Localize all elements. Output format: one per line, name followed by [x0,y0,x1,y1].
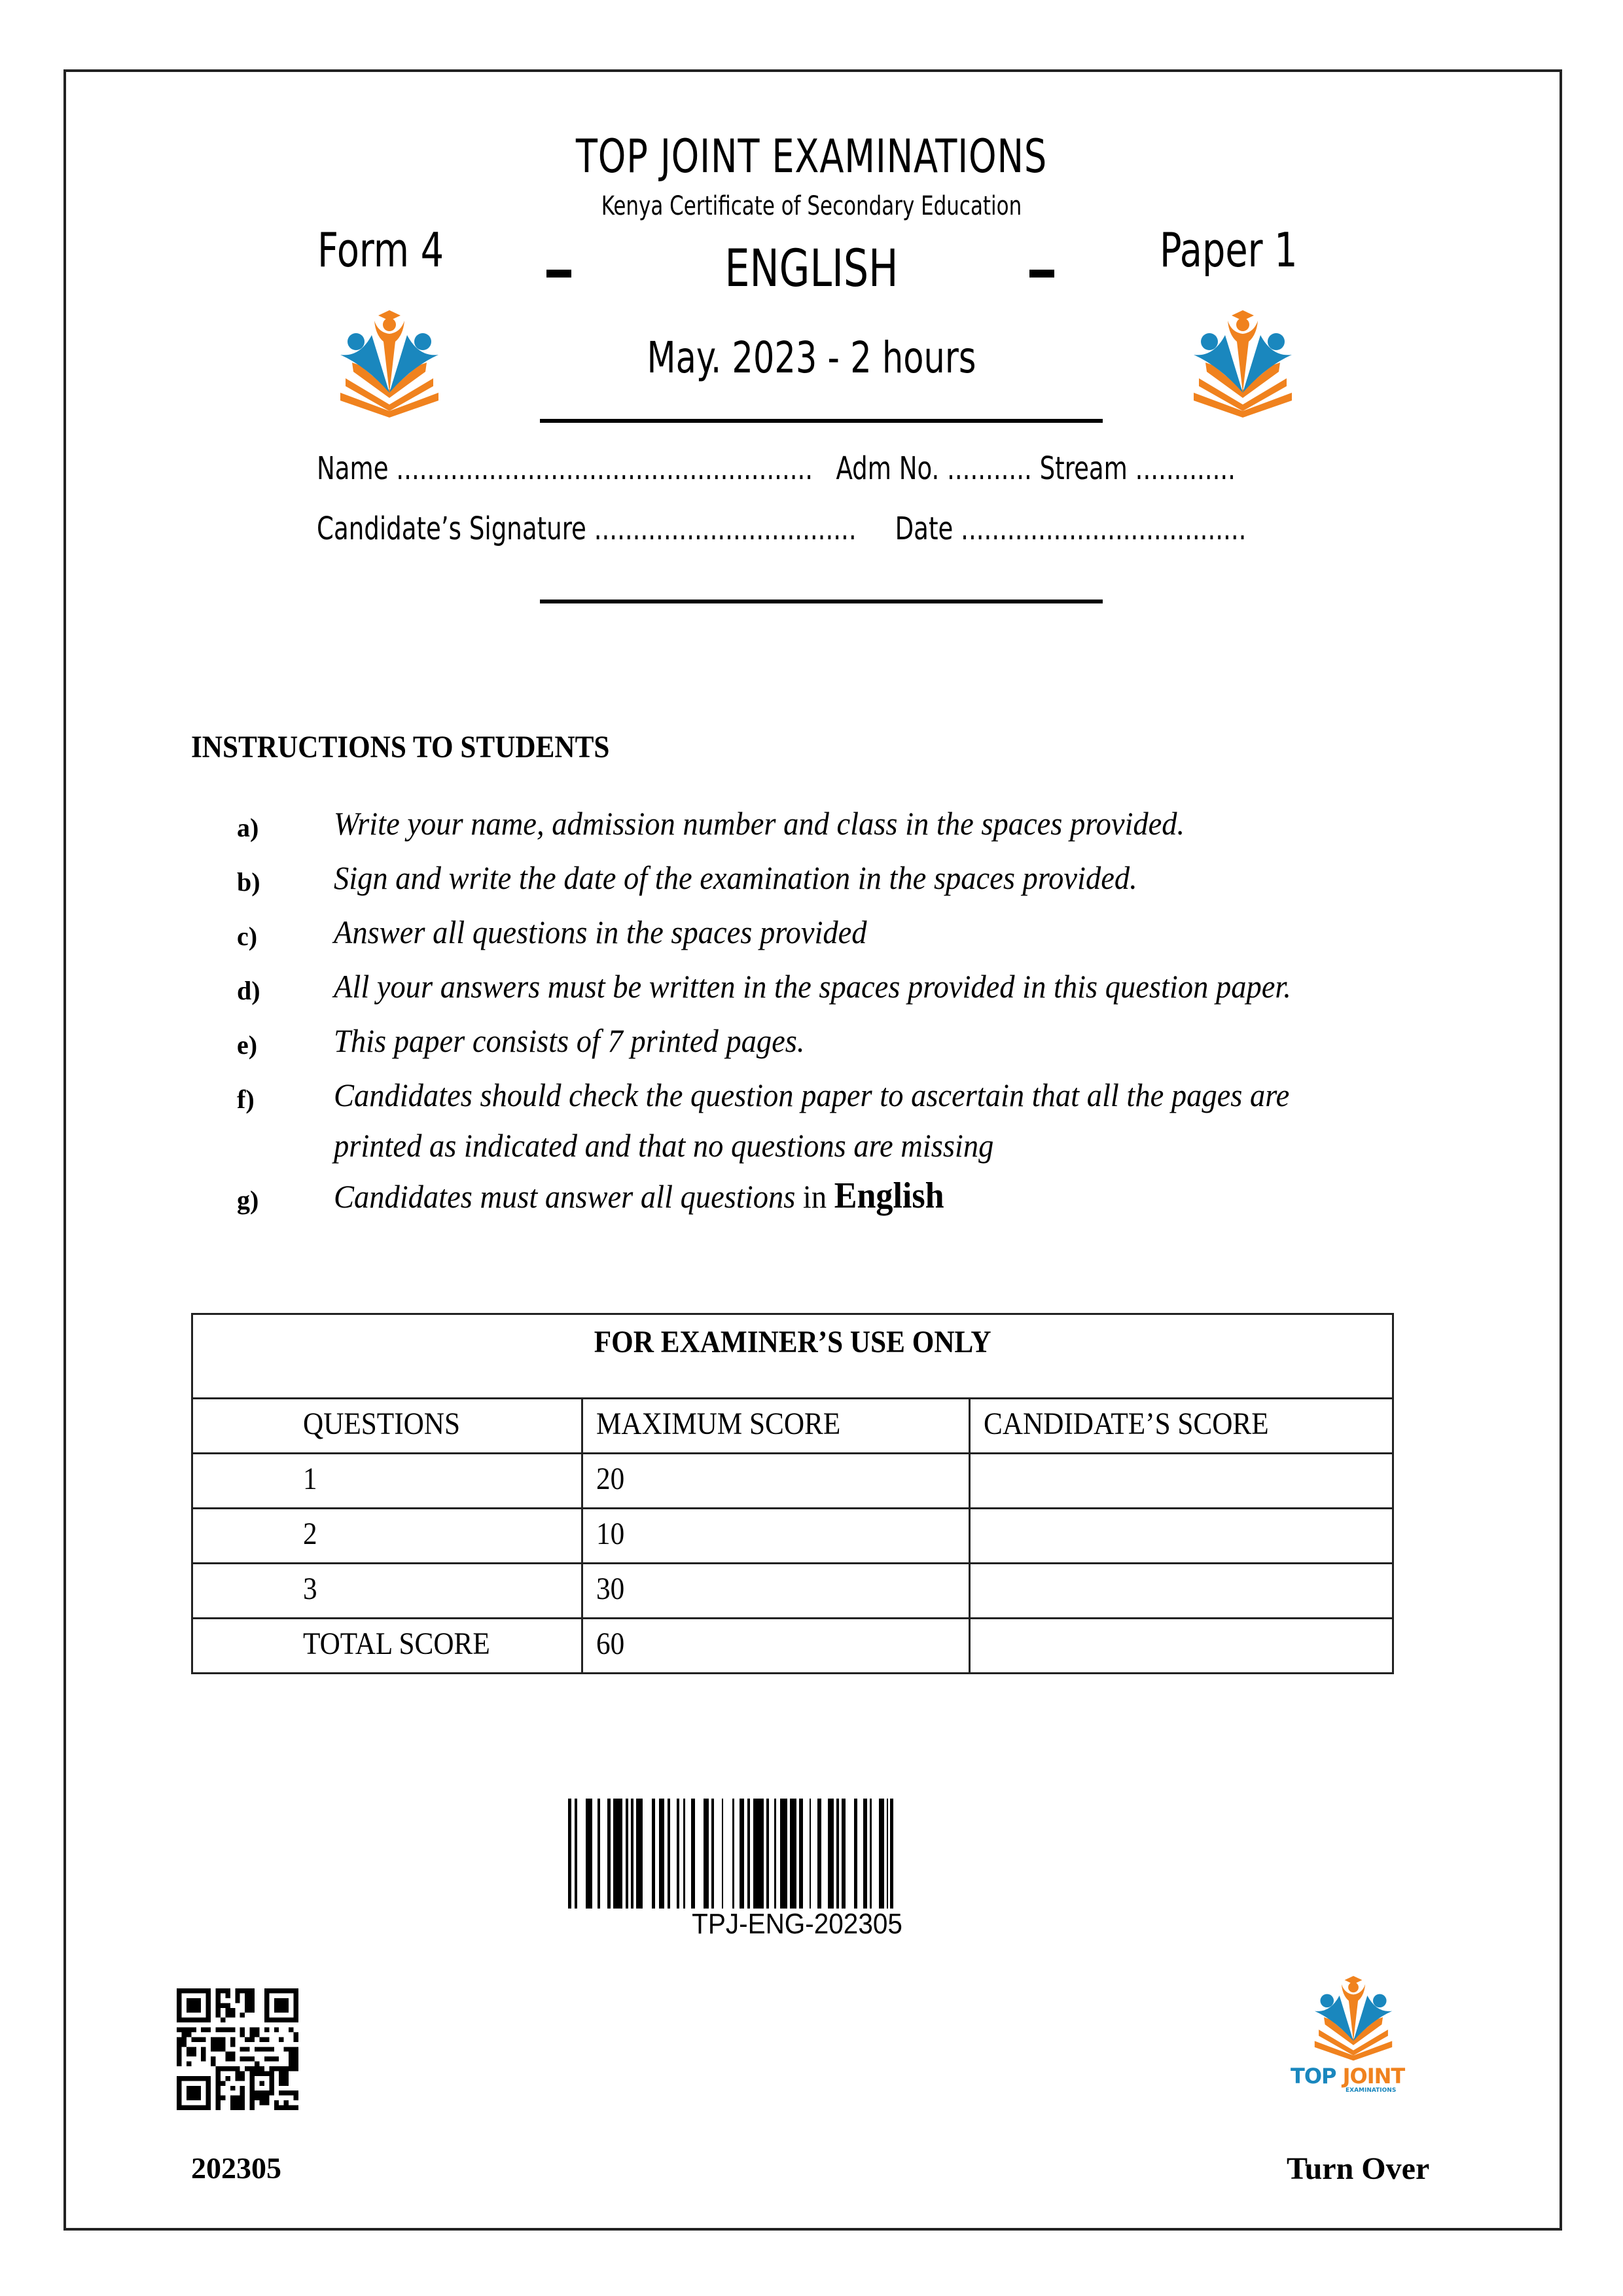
column-header-questions [192,1399,582,1454]
table-title [192,1314,1393,1399]
instruction-text-italic: Candidates must answer all questions [334,1178,796,1215]
instructions-list [237,798,1480,1225]
brand-logo [1281,1964,1425,2121]
subject-title: ENGLISH [724,240,899,298]
question-number: 1 [303,1462,317,1496]
candidate-score-cell[interactable] [970,1509,1393,1564]
exam-subtitle: Kenya Certificate of Secondary Education [601,191,1022,221]
date-field[interactable]: ..................................... [961,511,1247,547]
column-header-candidate-score [970,1399,1393,1454]
instruction-letter: d) [237,976,260,1005]
question-number: 3 [303,1571,317,1606]
instruction-text: This paper consists of 7 printed pages. [334,1022,805,1059]
instructions-title: INSTRUCTIONS TO STUDENTS [191,730,610,764]
barcode-text: TPJ-ENG-202305 [692,1908,902,1940]
turn-over-label: Turn Over [1287,2151,1430,2186]
dash-right [1029,270,1054,278]
instruction-letter: b) [237,867,260,897]
total-label-cell [192,1619,582,1674]
max-score: 10 [596,1516,625,1551]
brand-word-sub: EXAMINATIONS [1346,2087,1397,2094]
candidate-fields-row-2 [317,511,1246,547]
instruction-item [237,961,1480,1016]
total-candidate-cell[interactable] [970,1619,1393,1674]
paper-code: 202305 [191,2151,281,2185]
header-rule-top [540,419,1103,423]
instruction-item [237,853,1480,907]
instruction-letter: c) [237,922,258,951]
max-score: 30 [596,1571,625,1606]
brand-logo-wordmark [1291,2065,1425,2087]
adm-no-label: Adm No. [836,450,940,487]
table-header-row [192,1399,1393,1454]
stream-label: Stream [1039,450,1128,487]
date-label: Date [895,511,954,547]
instruction-text-upright: in [802,1178,827,1215]
qr-code-icon [177,1983,298,2115]
instruction-text: Answer all questions in the spaces provided [334,914,867,950]
column-header-max-score [582,1399,970,1454]
total-max-cell [582,1619,970,1674]
name-field[interactable]: ...................................................... [396,450,813,487]
question-number: 2 [303,1516,317,1551]
max-score-cell [582,1454,970,1509]
question-cell [192,1564,582,1619]
instruction-text [334,1070,1289,1171]
barcode-icon [568,1799,1026,1909]
candidate-fields-row-1 [317,450,1236,487]
max-score-cell [582,1509,970,1564]
max-score: 20 [596,1462,625,1496]
exam-date-duration: May. 2023 - 2 hours [647,332,976,383]
question-cell [192,1454,582,1509]
brand-word-top: TOP [1291,2064,1336,2089]
table-row [192,1564,1393,1619]
candidate-score-cell[interactable] [970,1564,1393,1619]
instruction-item [237,907,1480,961]
column-header-text: QUESTIONS [303,1407,461,1441]
table-row [192,1509,1393,1564]
form-label: Form 4 [317,223,444,278]
brand-logo-icon [1281,1964,1425,2062]
table-title-text: FOR EXAMINER’S USE ONLY [594,1325,991,1359]
column-header-text: CANDIDATE’S SCORE [984,1407,1269,1441]
organization-title: TOP JOINT EXAMINATIONS [575,130,1048,183]
candidate-score-cell[interactable] [970,1454,1393,1509]
instruction-item [237,1016,1480,1070]
instruction-text-bold: English [834,1175,944,1216]
question-cell [192,1509,582,1564]
instruction-item [237,1070,1480,1171]
instruction-letter: g) [237,1185,259,1215]
paper-label: Paper 1 [1160,223,1298,278]
instruction-text: All your answers must be written in the spaces provided in this question paper. [334,968,1291,1005]
examiner-score-table [191,1313,1394,1674]
name-label: Name [317,450,389,487]
brand-word-joint: JOINT [1342,2064,1405,2089]
stream-field[interactable]: ............. [1135,450,1236,487]
header-rule-bottom [540,600,1103,603]
instruction-text-line-1: Candidates should check the question paper to ascertain that all the pages are [334,1077,1290,1113]
instruction-letter: a) [237,813,259,842]
table-row-total [192,1619,1393,1674]
adm-no-field[interactable]: ........... [947,450,1032,487]
instruction-text [334,1171,944,1225]
total-label: TOTAL SCORE [303,1626,490,1661]
signature-field[interactable]: .................................. [594,511,857,547]
max-score-cell [582,1564,970,1619]
instruction-text: Write your name, admission number and class in the spaces provided. [334,805,1185,842]
total-max-score: 60 [596,1626,625,1661]
instruction-item [237,798,1480,853]
instruction-item [237,1171,1480,1225]
instruction-text: Sign and write the date of the examination in the spaces provided. [334,859,1137,896]
instruction-letter: e) [237,1030,258,1060]
table-row [192,1454,1393,1509]
instruction-letter: f) [237,1085,255,1114]
column-header-text: MAXIMUM SCORE [596,1407,841,1441]
signature-label: Candidate’s Signature [317,511,586,547]
instruction-text-line-2: printed as indicated and that no questions are missing [334,1127,994,1164]
